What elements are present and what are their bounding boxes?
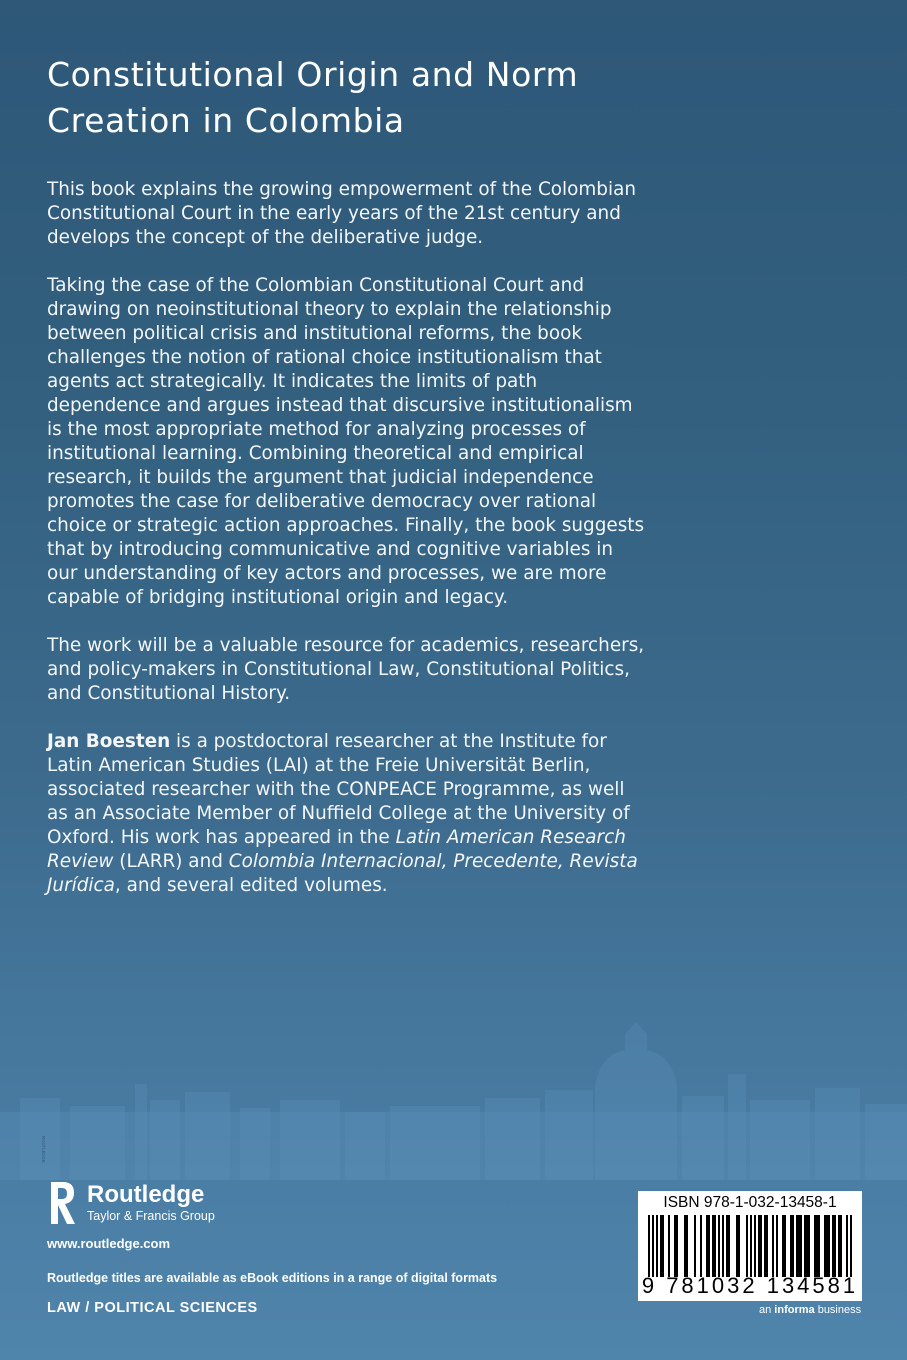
barcode-bar [746,1215,748,1277]
publisher-group: Taylor & Francis Group [87,1209,215,1223]
barcode-bar [824,1215,830,1277]
description-paragraph-3: The work will be a valuable resource for academics, researchers, and policy-makers in Constitutional Law, Constitutional Politics, and Constitutional History. [47,635,645,704]
informa-tagline [759,1304,861,1316]
barcode-bar [694,1215,696,1277]
barcode-bar [668,1215,670,1277]
barcode-bar [656,1215,658,1277]
barcode-bar [782,1215,786,1277]
publisher-url[interactable]: www.routledge.com [47,1236,171,1251]
barcode-bar [652,1215,654,1277]
barcode-bar [832,1215,836,1277]
barcode-bar [684,1215,688,1277]
informa-prefix: an [759,1304,775,1316]
city-skyline-silhouette [0,1000,907,1180]
barcode-bar [758,1215,762,1277]
barcode-bar [726,1215,730,1277]
barcode-bar [648,1215,650,1277]
barcode-bar [850,1215,852,1277]
subject-category: LAW / POLITICAL SCIENCES [47,1300,258,1316]
barcode-bar [718,1215,720,1277]
barcode-bar [790,1215,794,1277]
informa-brand: informa [774,1304,815,1316]
informa-suffix: business [814,1304,862,1316]
journal-title-1: Latin American Research Review [47,827,626,872]
publisher-name: Routledge [87,1181,205,1208]
barcode-bar [772,1215,774,1277]
barcode-bar [846,1215,848,1277]
barcode-bar [776,1215,778,1277]
isbn-barcode-box [638,1191,862,1301]
routledge-logo-mark-text: ROUTLEDGE [41,1136,46,1163]
journal-title-2: Colombia Internacional, Precedente, Revista Jurídica [47,851,638,896]
description-paragraph-2: Taking the case of the Colombian Constitutional Court and drawing on neoinstitutional theory to explain the relationship between political crisis and institutional reforms, the book challenges the notion of rational choice institutionalism that agents act strategically. It indicates the limits of path dependence and argues instead that discursive institutionalism is the most appropriate method for analyzing processes of institutional learning. Combining theoretical and empirical research, it builds the argument that judicial independence promotes the case for deliberative democracy over rational choice or strategic action approaches. Finally, the book suggests that by introducing communicative and cognitive variables in our understanding of key actors and processes, we are more capable of bridging institutional origin and legacy. [47,275,645,608]
barcode-bar [736,1215,740,1277]
barcode-bar [838,1215,842,1277]
author-bio-text-3: , and several edited volumes. [114,875,388,896]
barcode-digits: 9 781032 134581 [641,1273,859,1298]
routledge-r-icon [41,1136,77,1226]
barcode-bar [722,1215,724,1277]
barcode-bar [804,1215,810,1277]
barcode-bar [674,1215,678,1277]
author-bio [47,730,647,898]
book-title: Constitutional Origin and Norm Creation in Colombia [47,55,579,140]
barcode-bar [796,1215,802,1277]
back-cover-text [47,52,647,922]
routledge-logo [41,1136,215,1226]
barcode-bar [660,1215,664,1277]
barcode-bar [712,1215,716,1277]
publisher-block [41,1136,215,1251]
ebook-note: Routledge titles are available as eBook editions in a range of digital formats [47,1271,498,1285]
author-name: Jan Boesten [47,731,171,752]
author-bio-text-2: (LARR) and [113,851,229,872]
barcode-bar [706,1215,710,1277]
barcode-bar [700,1215,702,1277]
barcode-bar [750,1215,752,1277]
author-bio-text-1: is a postdoctoral researcher at the Institute for Latin American Studies (LAI) at the Freie Universität Berlin, associated researcher with the CONPEACE Programme, as well as an Associate Member of Nuffield College at the University of Oxford. His work has appeared in the [47,731,630,848]
description-paragraph-1: This book explains the growing empowerment of the Colombian Constitutional Court in the early years of the 21st century and develops the concept of the deliberative judge. [47,179,637,248]
barcode-bar [764,1215,768,1277]
barcode-image [648,1215,852,1277]
isbn-label: ISBN 978-1-032-13458-1 [663,1194,837,1211]
barcode-bar [814,1215,820,1277]
barcode-bar [754,1215,756,1277]
